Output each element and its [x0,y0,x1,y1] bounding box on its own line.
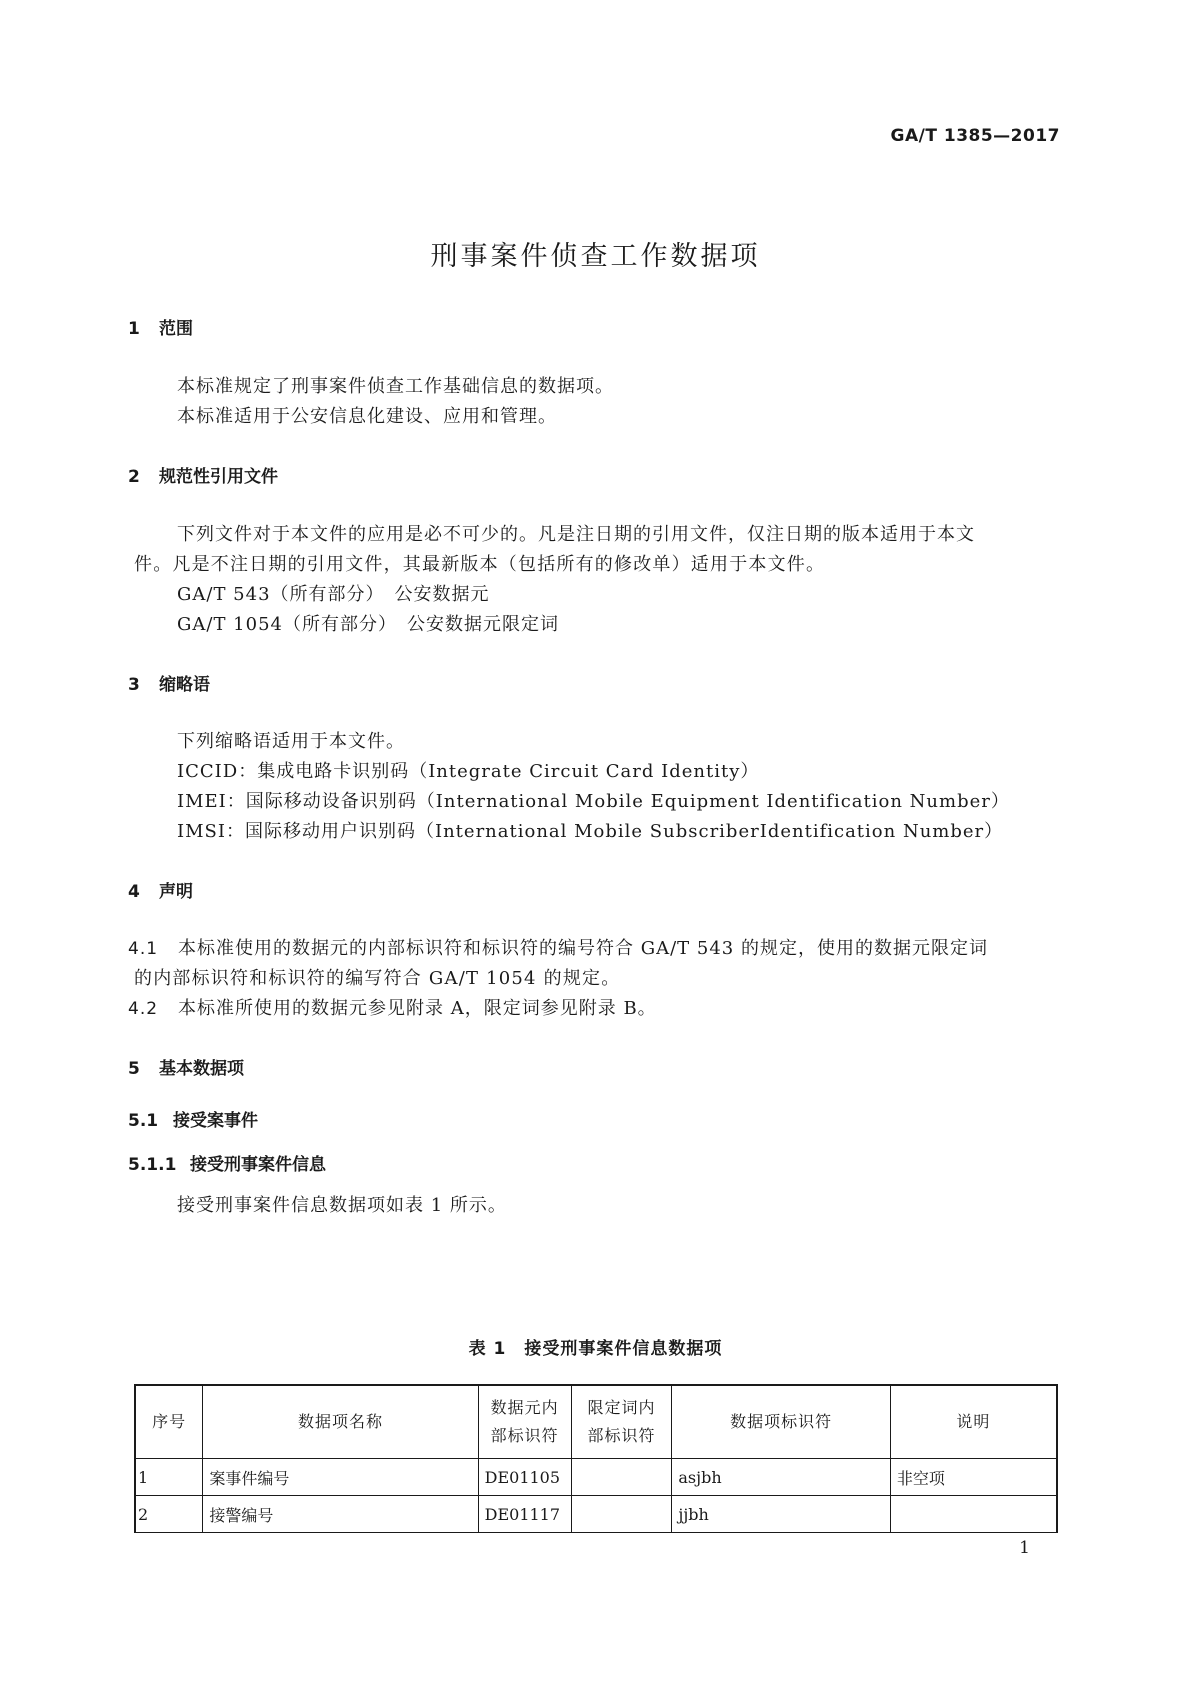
row-number: 1 [135,1459,203,1496]
header-line: 部标识符 [490,1426,559,1445]
clause-text: 本标准所使用的数据元参见附录 A，限定词参见附录 B。 [178,998,657,1019]
section-5-1-heading [128,1106,258,1131]
data-element-id: DE01117 [478,1496,571,1533]
clause-4-2 [128,994,657,1020]
document-title: 刑事案件侦查工作数据项 [430,241,761,272]
header-cell [571,1385,672,1459]
section-title: 缩略语 [159,675,210,695]
abbreviation-entry: IMSI：国际移动用户识别码（International Mobile SubscriberIdentification Number） [177,821,1004,842]
page-number: 1 [1019,1538,1030,1558]
section-2-heading [128,462,278,487]
note: 非空项 [890,1459,1057,1496]
section-4-heading [128,877,193,902]
data-item-identifier: asjbh [672,1459,891,1496]
header-line: 部标识符 [587,1426,656,1445]
data-item-identifier: jjbh [672,1496,891,1533]
normative-reference: GA/T 1054（所有部分） 公安数据元限定词 [177,614,559,635]
table-row [135,1459,1057,1496]
header-cell: 数据项标识符 [672,1385,891,1459]
clause-number: 4.1 [128,939,159,959]
data-item-name: 案事件编号 [203,1459,478,1496]
header-cell: 数据项名称 [203,1385,478,1459]
header-cell: 序号 [135,1385,203,1459]
header-line: 限定词内 [587,1398,656,1417]
clause-text-continued: 的内部标识符和标识符的编写符合 GA/T 1054 的规定。 [134,968,621,989]
qualifier-id [571,1459,672,1496]
paragraph: 件。凡是不注日期的引用文件，其最新版本（包括所有的修改单）适用于本文件。 [134,554,826,575]
paragraph: 下列文件对于本文件的应用是必不可少的。凡是注日期的引用文件，仅注日期的版本适用于本文 [177,524,975,545]
section-title: 声明 [159,882,193,902]
section-number: 1 [128,319,140,339]
standard-code: GA/T 1385—2017 [890,126,1060,146]
clause-number: 4.2 [128,999,159,1019]
section-title: 接受案事件 [173,1111,258,1131]
section-3-heading [128,670,210,695]
section-title: 规范性引用文件 [159,467,278,487]
header-line: 数据元内 [490,1398,559,1417]
table-caption: 表 1 接受刑事案件信息数据项 [468,1339,723,1359]
section-number: 2 [128,467,140,487]
abbreviation-entry: IMEI：国际移动设备识别码（International Mobile Equipment Identification Number） [177,791,1010,812]
section-number: 4 [128,882,140,902]
section-title: 范围 [159,319,193,339]
qualifier-id [571,1496,672,1533]
data-element-id: DE01105 [478,1459,571,1496]
section-title: 基本数据项 [159,1059,244,1079]
table-header-row [135,1385,1057,1459]
paragraph: 本标准规定了刑事案件侦查工作基础信息的数据项。 [177,376,614,397]
section-number: 5 [128,1059,140,1079]
section-number: 5.1 [128,1111,159,1131]
section-5-heading [128,1054,244,1079]
section-number: 5.1.1 [128,1155,177,1175]
section-number: 3 [128,675,140,695]
data-items-table [134,1384,1058,1533]
abbreviation-entry: ICCID：集成电路卡识别码（Integrate Circuit Card Identity） [177,761,760,782]
normative-reference: GA/T 543（所有部分） 公安数据元 [177,584,490,605]
section-5-1-1-heading [128,1150,326,1175]
clause-4-1 [128,934,988,960]
header-cell [478,1385,571,1459]
header-cell: 说明 [890,1385,1057,1459]
data-item-name: 接警编号 [203,1496,478,1533]
section-1-heading [128,314,193,339]
section-title: 接受刑事案件信息 [190,1155,326,1175]
table-row [135,1496,1057,1533]
note [890,1496,1057,1533]
row-number: 2 [135,1496,203,1533]
paragraph: 下列缩略语适用于本文件。 [177,731,405,752]
paragraph: 接受刑事案件信息数据项如表 1 所示。 [177,1195,507,1216]
paragraph: 本标准适用于公安信息化建设、应用和管理。 [177,406,557,427]
clause-text: 本标准使用的数据元的内部标识符和标识符的编号符合 GA/T 543 的规定，使用的数据元限定词 [178,938,988,959]
